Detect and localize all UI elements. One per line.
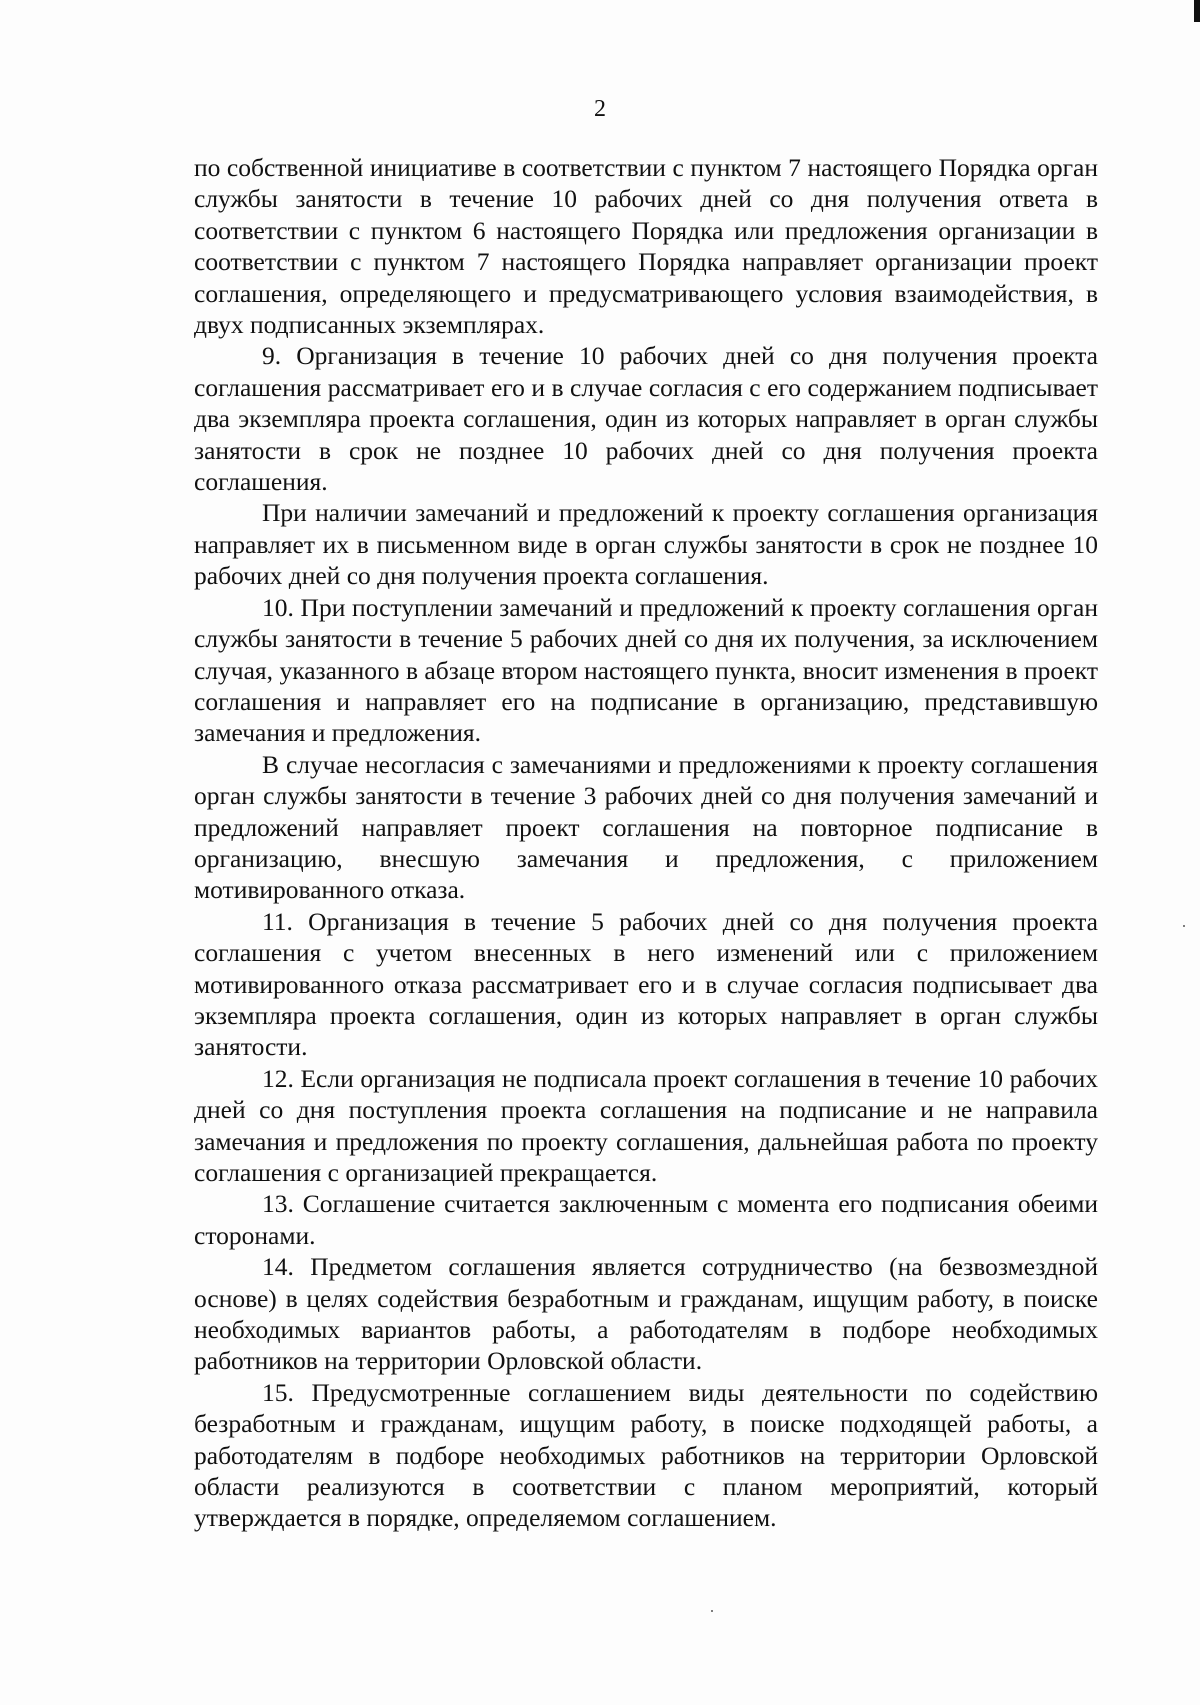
paragraph-item-14: 14. Предметом соглашения является сотрудничество (на безвозмездной основе) в целях содействия безработным и гражданам, ищущим работу, в поиске необходимых вариантов работы, а работодателям в подборе необходимых работников на территории Орловской области. <box>194 1252 1098 1376</box>
document-body <box>194 152 1098 1534</box>
paragraph-item-9: 9. Организация в течение 10 рабочих дней со дня получения проекта соглашения рассматривает его и в случае согласия с его содержанием подписывает два экземпляра проекта соглашения, один из которых направляет в орган службы занятости в срок не позднее 10 рабочих дней со дня получения проекта соглашения. <box>194 341 1098 497</box>
paragraph-item-13: 13. Соглашение считается заключенным с момента его подписания обеими сторонами. <box>194 1189 1098 1250</box>
scan-speck <box>711 1610 713 1612</box>
paragraph-item-9-remarks: При наличии замечаний и предложений к проекту соглашения организация направляет их в письменном виде в орган службы занятости в срок не позднее 10 рабочих дней со дня получения проекта соглашения. <box>194 498 1098 591</box>
paragraph-item-11: 11. Организация в течение 5 рабочих дней со дня получения проекта соглашения с учетом внесенных в него изменений или с приложением мотивированного отказа рассматривает его и в случае согласия подписывает два экземпляра проекта соглашения, один из которых направляет в орган службы занятости. <box>194 906 1098 1062</box>
page-number: 2 <box>594 96 606 122</box>
paragraph-continuation: по собственной инициативе в соответствии с пунктом 7 настоящего Порядка орган службы занятости в течение 10 рабочих дней со дня получения ответа в соответствии с пунктом 6 настоящего Порядка или предложения организации в соответствии с пунктом 7 настоящего Порядка направляет организации проект соглашения, определяющего и предусматривающего условия взаимодействия, в двух подписанных экземплярах. <box>194 153 1098 340</box>
paragraph-item-15: 15. Предусмотренные соглашением виды деятельности по содействию безработным и гражданам, ищущим работу, в поиске подходящей работы, а работодателям в подборе необходимых работников на территории Орловской области реализуются в соответствии с планом мероприятий, который утверждается в порядке, определяемом соглашением. <box>194 1377 1098 1533</box>
scan-speck <box>1183 925 1185 927</box>
paragraph-item-10: 10. При поступлении замечаний и предложений к проекту соглашения орган службы занятости в течение 5 рабочих дней со дня их получения, за исключением случая, указанного в абзаце втором настоящего пункта, вносит изменения в проект соглашения и направляет его на подписание в организацию, представившую замечания и предложения. <box>194 592 1098 748</box>
scan-edge-mark <box>1194 0 1200 22</box>
paragraph-item-10-disagreement: В случае несогласия с замечаниями и предложениями к проекту соглашения орган службы занятости в течение 3 рабочих дней со дня получения замечаний и предложений направляет проект соглашения на повторное подписание в организацию, внесшую замечания и предложения, с приложением мотивированного отказа. <box>194 749 1098 905</box>
paragraph-item-12: 12. Если организация не подписала проект соглашения в течение 10 рабочих дней со дня поступления проекта соглашения на подписание и не направила замечания и предложения по проекту соглашения, дальнейшая работа по проекту соглашения с организацией прекращается. <box>194 1063 1098 1187</box>
